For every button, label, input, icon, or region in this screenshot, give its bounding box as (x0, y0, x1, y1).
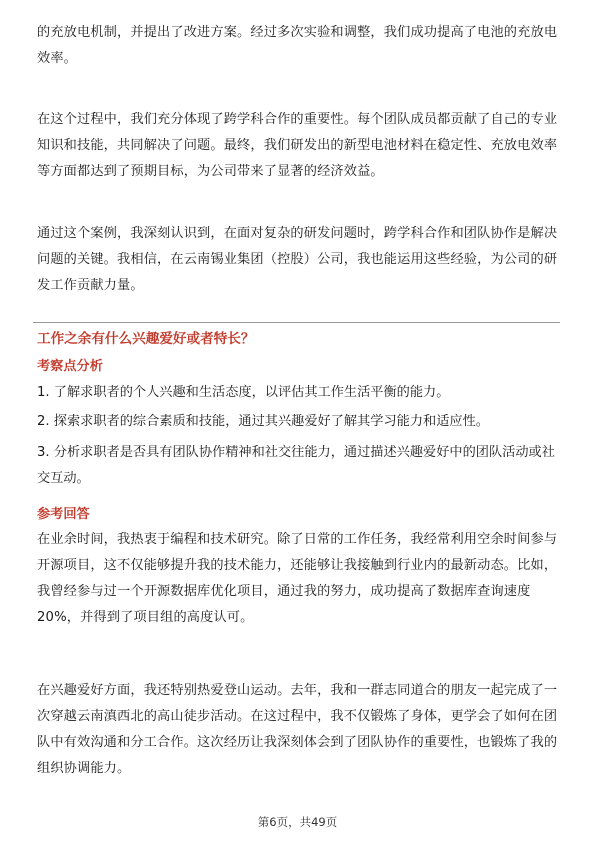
answer-paragraph-hiking: 在兴趣爱好方面，我还特别热爱登山运动。去年，我和一群志同道合的朋友一起完成了一次穿越云南滇西北的高山徒步活动。在这过程中，我不仅锻炼了身体，更学会了如何在团队中有效沟通和分工合作。这次经历让我深刻体会到了团队协作的重要性，也锻炼了我的组织协调能力。 (37, 683, 558, 776)
paragraph-conclusion: 通过这个案例，我深刻认识到，在面对复杂的研发问题时，跨学科合作和团队协作是解决问题的关键。我相信，在云南锡业集团（控股）公司，我也能运用这些经验，为公司的研发工作贡献力量。 (37, 226, 558, 293)
paragraph-interdisciplinary: 在这个过程中，我们充分体现了跨学科合作的重要性。每个团队成员都贡献了自己的专业知识和技能，共同解决了问题。最终，我们研发出的新型电池材料在稳定性、充放电效率等方面都达到了预期目标，为公司带来了显著的经济效益。 (37, 112, 558, 179)
section-divider (33, 322, 560, 323)
paragraph-continuation: 的充放电机制，并提出了改进方案。经过多次实验和调整，我们成功提高了电池的充放电效率。 (37, 25, 558, 66)
analysis-heading: 考察点分析 (37, 359, 103, 374)
analysis-item: 1. 了解求职者的个人兴趣和生活态度，以评估其工作生活平衡的能力。 (37, 385, 450, 400)
answer-heading: 参考回答 (37, 507, 90, 522)
question-title: 工作之余有什么兴趣爱好或者特长？ (37, 331, 255, 347)
page-number: 第6页，共49页 (257, 815, 338, 829)
analysis-item: 3. 分析求职者是否具有团队协作精神和社交往能力，通过描述兴趣爱好中的团队活动或社交互动。 (37, 445, 555, 486)
analysis-item: 2. 探索求职者的综合素质和技能，通过其兴趣爱好了解其学习能力和适应性。 (37, 414, 489, 429)
answer-paragraph-programming: 在业余时间，我热衷于编程和技术研究。除了日常的工作任务，我经常利用空余时间参与开源项目，这不仅能够提升我的技术能力，还能够让我接触到行业内的最新动态。比如，我曾经参与过一个开源数据库优化项目，通过我的努力，成功提高了数据库查询速度20%，并得到了项目组的高度认可。 (37, 532, 558, 625)
